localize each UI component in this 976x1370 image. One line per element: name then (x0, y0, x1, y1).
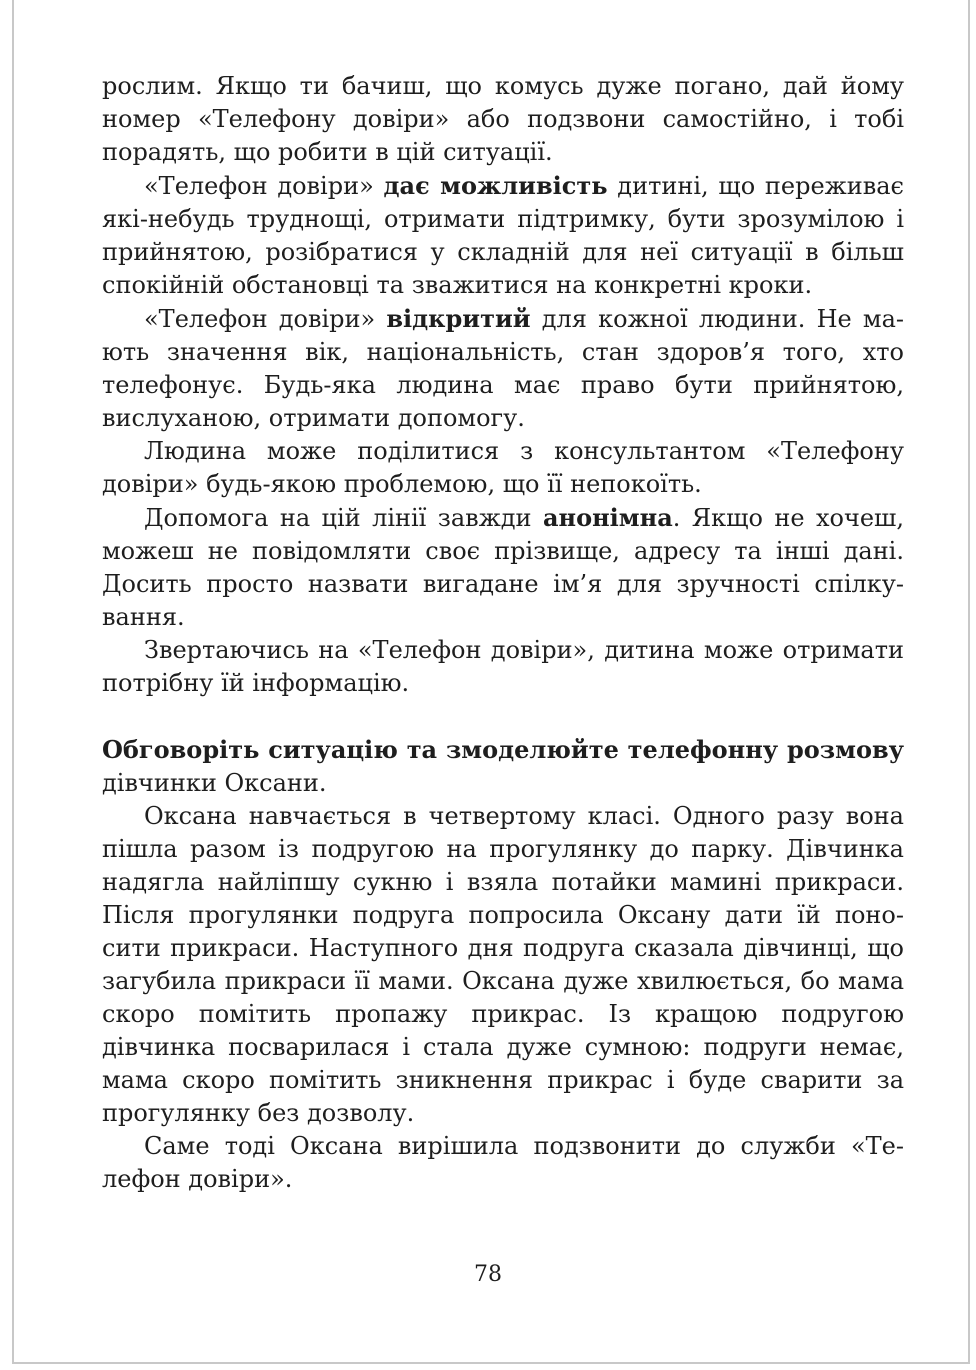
bold-phrase: дає можливість (383, 171, 608, 200)
paragraph-intro (102, 70, 904, 169)
paragraph-text: . Якщо не хочеш, можеш не повідомляти своє прізвище, адресу та інші дані. Досить просто назвати вигадане ім’я для зручності спілкування. (102, 504, 904, 631)
paragraph-text: «Телефон довіри» (144, 305, 387, 333)
paragraph-open-to-all (102, 302, 904, 435)
page-body (102, 70, 904, 1196)
paragraph-text: Людина може поділитися з консультантом «Телефону довіри» будь-якою проблемою, що її непокоїть. (102, 437, 904, 498)
paragraph-story (102, 800, 904, 1130)
paragraph-text: Допомога на цій лінії завжди (144, 504, 543, 532)
paragraph-text: дівчинки Оксани. (102, 769, 327, 797)
paragraph-text: Оксана навчається в четвертому класі. Одного разу вона пішла разом із подругою на прогулянку до парку. Дівчинка надягла найліпшу сукню і взяла потайки мамині прикраси. Після прогулянки подруга попросила Оксану дати їй поносити прикраси. Наступного дня подруга сказала дівчинці, що загубила прикраси її мами. Оксана дуже хвилюється, бо мама скоро помітить пропажу прикрас. Із кращою подругою дівчинка посварилася і стала дуже сумною: подруги немає, мама скоро помітить зникнення прикрас і буде сварити за прогулянку без дозволу. (102, 802, 904, 1127)
paragraph-text: рослим. Якщо ти бачиш, що комусь дуже погано, дай йому номер «Телефону довіри» або подзвони самостійно, і тобі порадять, що робити в цій ситуації. (102, 72, 904, 166)
bold-phrase: відкритий (386, 304, 531, 333)
paragraph-information (102, 634, 904, 700)
paragraph-anonymous (102, 501, 904, 634)
paragraph-text: Звертаючись на «Телефон довіри», дитина може отримати потрібну їй інформацію. (102, 636, 904, 697)
paragraph-text: «Телефон довіри» (144, 172, 384, 200)
task-instruction: Обговоріть ситуацію та змоделюйте телефонну розмову (102, 735, 904, 764)
paragraph-text: Саме тоді Оксана вирішила подзвонити до служби «Телефон довіри». (102, 1132, 904, 1193)
paragraph-text: для кожної людини. Не мають значення вік, національність, стан здоров’я того, хто телефонує. Будь-яка людина має право бути прийнятою, вислуханою, отримати допомогу. (102, 305, 904, 432)
paragraph-opportunity (102, 169, 904, 302)
paragraph-story-ending (102, 1130, 904, 1196)
bold-phrase: анонімна (542, 503, 673, 532)
page-number: 78 (474, 1262, 502, 1287)
paragraph-share-problem (102, 435, 904, 501)
paragraph-text: дитині, що переживає які-небудь труднощі, отримати підтримку, бути зрозумілою і прийнятою, розібратися у складній для неї ситуації в більш спокійній обстановці та зважитися на конкретні кроки. (102, 172, 904, 299)
task-heading (102, 733, 904, 800)
